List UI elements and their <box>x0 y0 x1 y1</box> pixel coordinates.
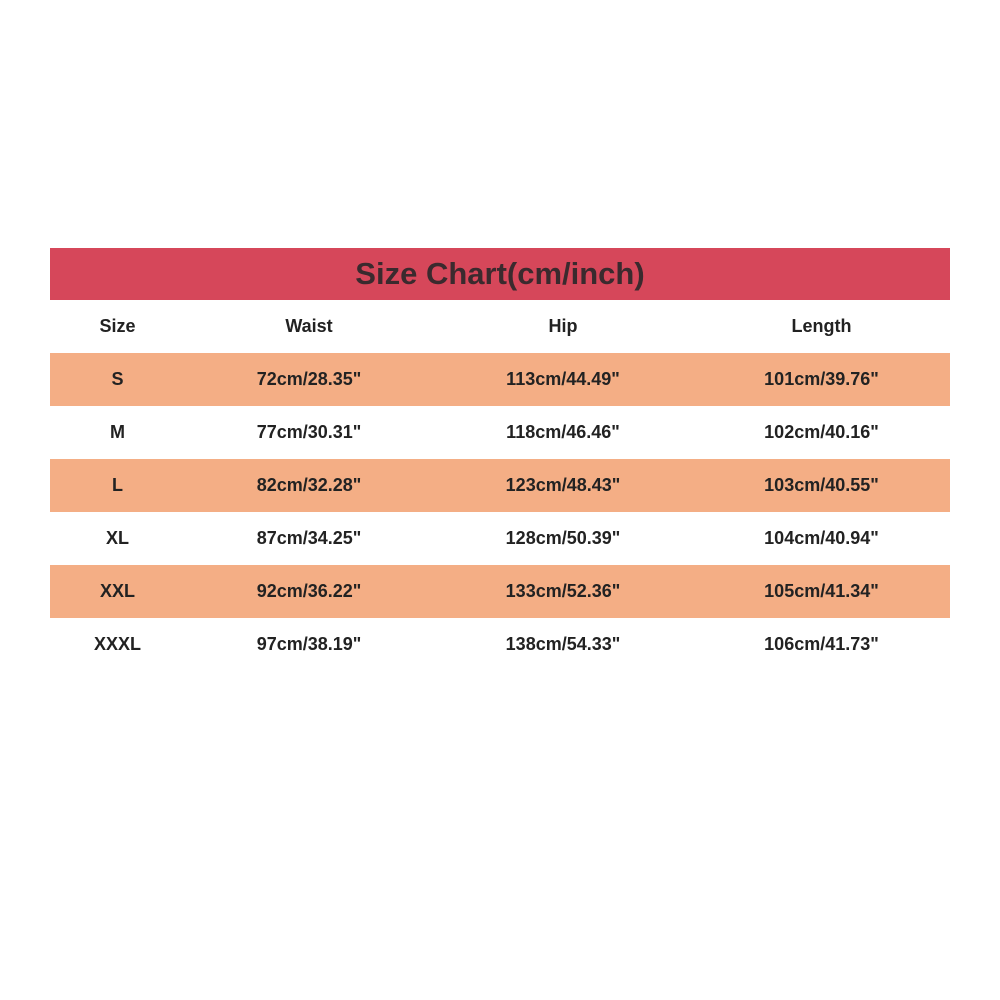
header-length: Length <box>791 316 852 336</box>
header-size: Size <box>99 316 136 336</box>
length-cell: 101cm/39.76" <box>764 369 879 389</box>
waist-cell: 92cm/36.22" <box>256 581 362 601</box>
chart-title: Size Chart(cm/inch) <box>355 256 645 291</box>
table-row <box>50 512 950 565</box>
length-cell: 104cm/40.94" <box>764 528 879 548</box>
waist-cell: 97cm/38.19" <box>256 634 362 654</box>
hip-cell: 123cm/48.43" <box>505 475 621 495</box>
hip-cell: 138cm/54.33" <box>505 634 621 654</box>
hip-cell: 113cm/44.49" <box>506 369 620 389</box>
waist-cell: 77cm/30.31" <box>256 422 362 442</box>
size-cell: M <box>110 422 125 442</box>
waist-cell: 72cm/28.35" <box>256 369 362 389</box>
table-row <box>50 353 950 406</box>
table-row <box>50 406 950 459</box>
table-row <box>50 618 950 671</box>
size-chart-table <box>50 248 950 671</box>
size-cell: S <box>111 369 124 389</box>
header-waist: Waist <box>285 316 333 336</box>
hip-cell: 128cm/50.39" <box>505 528 621 548</box>
header-row <box>50 300 950 353</box>
table-row <box>50 459 950 512</box>
hip-cell: 118cm/46.46" <box>506 422 620 442</box>
length-cell: 105cm/41.34" <box>764 581 879 601</box>
length-cell: 102cm/40.16" <box>764 422 879 442</box>
table-row <box>50 565 950 618</box>
size-cell: L <box>112 475 123 495</box>
size-cell: XL <box>105 528 129 548</box>
length-cell: 106cm/41.73" <box>764 634 879 654</box>
size-cell: XXXL <box>93 634 141 654</box>
title-bar <box>50 248 950 300</box>
waist-cell: 82cm/32.28" <box>256 475 362 495</box>
length-cell: 103cm/40.55" <box>764 475 879 495</box>
waist-cell: 87cm/34.25" <box>256 528 362 548</box>
hip-cell: 133cm/52.36" <box>505 581 621 601</box>
header-hip: Hip <box>548 316 578 336</box>
size-cell: XXL <box>99 581 135 601</box>
